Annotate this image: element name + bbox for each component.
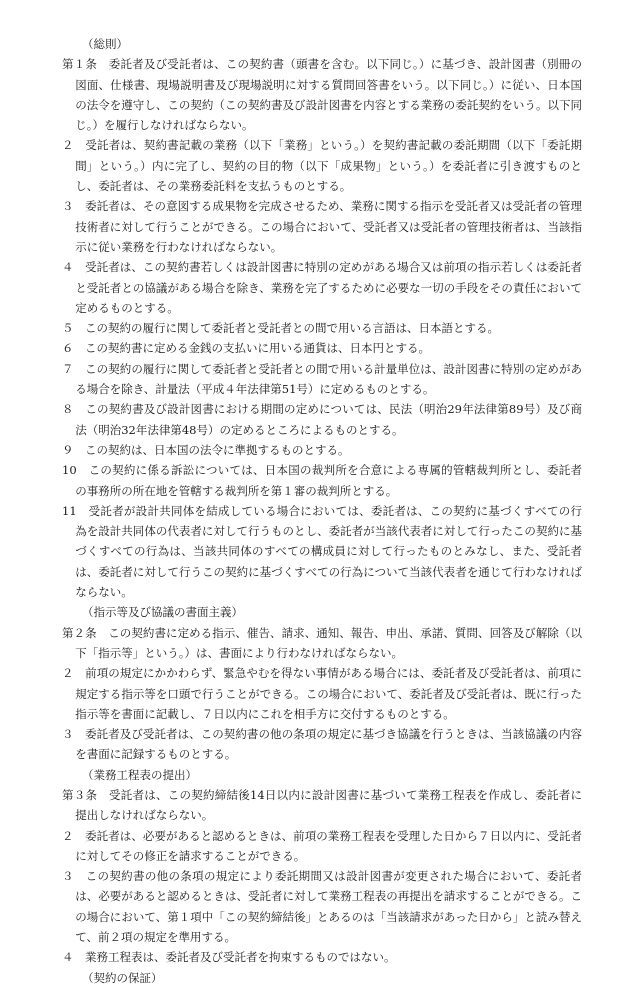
article-1-paragraph-10: 10 この契約に係る訴訟については、日本国の裁判所を合意による専属的管轄裁判所とし、委託者の事務所の所在地を管轄する裁判所を第１審の裁判所とする。 xyxy=(62,463,582,498)
article-1-paragraph-4: ４ 受託者は、この契約書若しくは設計図書に特別の定めがある場合又は前項の指示若しくは委託者と受託者との協議がある場合を除き、業務を完了するために必要な一切の手段をその責任において定めるものとする。 xyxy=(62,260,582,315)
article-2-paragraph-2: ２ 前項の規定にかかわらず、緊急やむを得ない事情がある場合には、委託者及び受託者は、前項に規定する指示等を口頭で行うことができる。この場合において、委託者及び受託者は、既に行った指示等を書面に記載し、７日以内にこれを相手方に交付するものとする。 xyxy=(62,666,582,721)
article-3-paragraph-4: ４ 業務工程表は、委託者及び受託者を拘束するものではない。 xyxy=(62,950,396,965)
section-heading-guarantee: （契約の保証） xyxy=(82,970,163,985)
article-2-paragraph-3: ３ 委託者及び受託者は、この契約書の他の条項の規定に基づき協議を行うときは、当該協議の内容を書面に記録するものとする。 xyxy=(62,727,582,762)
article-3-paragraph-1: 第３条 受託者は、この契約締結後14日以内に設計図書に基づいて業務工程表を作成し、委託者に提出しなければならない。 xyxy=(62,787,582,823)
section-heading-general: （総則） xyxy=(82,37,128,51)
section-heading-instructions: （指示等及び協議の書面主義） xyxy=(82,605,243,620)
article-1-paragraph-5: ５ この契約の履行に関して委託者と受託者との間で用いる言語は、日本語とする。 xyxy=(62,321,499,336)
article-1-paragraph-1: 第１条 委託者及び受託者は、この契約書（頭書を含む。以下同じ。）に基づき、設計図書（別冊の図面、仕様書、現場説明書及び現場説明に対する質問回答書をいう。以下同じ。）に従い、日本国の法令を遵守し、この契約（この契約書及び設計図書を内容とする業務の委託契約をいう。以下同じ。）を履行しなければならない。 xyxy=(62,57,582,133)
article-3-paragraph-2: ２ 委託者は、必要があると認めるときは、前項の業務工程表を受理した日から７日以内に、受託者に対してその修正を請求することができる。 xyxy=(62,828,582,863)
article-1-paragraph-9: ９ この契約は、日本国の法令に準拠するものとする。 xyxy=(62,442,350,457)
article-1-paragraph-7: ７ この契約の履行に関して委託者と受託者との間で用いる計量単位は、設計図書に特別の定めがある場合を除き、計量法（平成４年法律第51号）に定めるものとする。 xyxy=(62,361,582,397)
section-heading-schedule: （業務工程表の提出） xyxy=(82,767,197,782)
article-1-paragraph-2: ２ 受託者は、契約書記載の業務（以下「業務」という。）を契約書記載の委託期間（以下「委託期間」という。）内に完了し、契約の目的物（以下「成果物」という。）を委託者に引き渡すものとし、委託者は、その業務委託料を支払うものとする。 xyxy=(62,138,582,194)
article-1-paragraph-3: ３ 委託者は、その意図する成果物を完成させるため、業務に関する指示を受託者又は受託者の管理技術者に対して行うことができる。この場合において、受託者又は受託者の管理技術者は、当該指示に従い業務を行わなければならない。 xyxy=(62,199,582,254)
article-1-paragraph-6: ６ この契約書に定める金銭の支払いに用いる通貨は、日本円とする。 xyxy=(62,341,430,356)
article-3-paragraph-3: ３ この契約書の他の条項の規定により委託期間又は設計図書が変更された場合において、委託者は、必要があると認めるときは、受託者に対して業務工程表の再提出を請求することができる。この場合において、第１項中「この契約締結後」とあるのは「当該請求があった日から」と読み替えて、前２項の規定を準用する。 xyxy=(62,869,582,945)
article-1-paragraph-11: 11 受託者が設計共同体を結成している場合においては、委託者は、この契約に基づくすべての行為を設計共同体の代表者に対して行うものとし、委託者が当該代表者に対して行ったこの契約に基づくすべての行為は、当該共同体のすべての構成員に対して行ったものとみなし、また、受託者は、委託者に対して行うこの契約に基づくすべての行為について当該代表者を通じて行わなければならない。 xyxy=(62,503,582,600)
article-1-paragraph-8: ８ この契約書及び設計図書における期間の定めについては、民法（明治29年法律第89号）及び商法（明治32年法律第48号）の定めるところによるものとする。 xyxy=(62,402,582,437)
article-2-paragraph-1: 第２条 この契約書に定める指示、催告、請求、通知、報告、申出、承諾、質問、回答及び解除（以下「指示等」という。）は、書面により行わなければならない。 xyxy=(62,625,582,660)
